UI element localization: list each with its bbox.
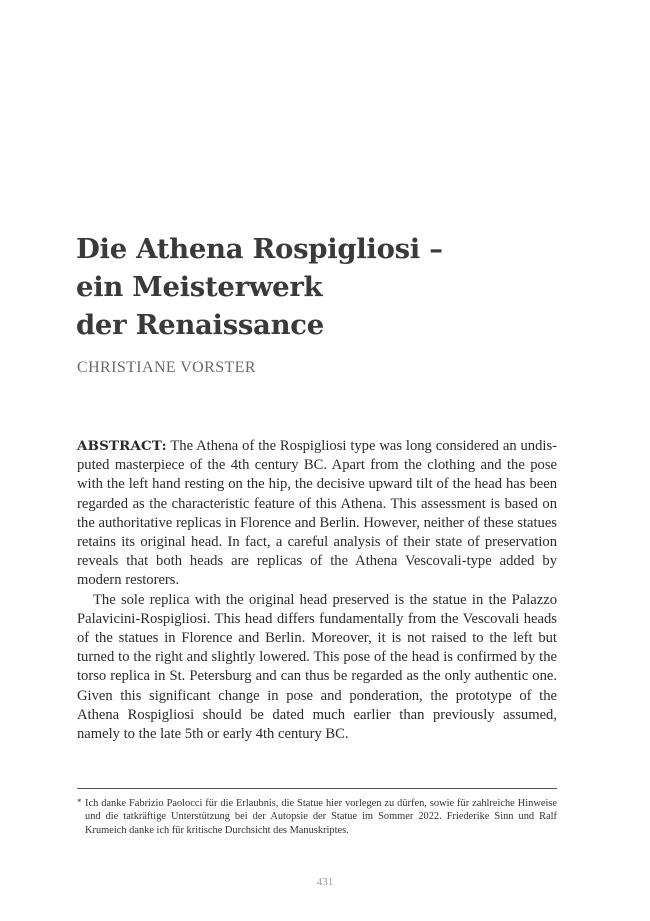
article-title-line-3: der Renaissance (76, 309, 324, 341)
footnote-text: Ich danke Fabrizio Paolocci für die Erlaubnis, die Statue hier vorlegen zu dürfen, sowie für zahlreiche Hinweise und die tatkräftige Unterstützung bei der Autopsie der Statue im Sommer 2022. Friederike Sinn und Ralf Krumeich danke ich für kritische Durchsicht des Manuskriptes. (85, 798, 557, 836)
page-number: 431 (316, 876, 334, 888)
article-title (76, 230, 596, 344)
article-title-line-1: Die Athena Rospigliosi – (76, 233, 443, 265)
abstract-paragraph-1-text: The Athena of the Rospigliosi type was long considered an undisputed masterpiece of the 4th century BC. Apart from the clothing and the pose with the left hand resting on the hip, the decisive upward tilt of the head has been regarded as the characteristic feature of this Athena. This assessment is based on the authoritative replicas in Florence and Berlin. However, neither of these statues retains its original head. In fact, a careful analysis of their state of preservation reveals that both heads are replicas of the Athena Vescovali-type added by modern restorers. (77, 438, 557, 589)
footnote-divider (77, 788, 557, 789)
abstract-paragraph-1 (77, 437, 557, 591)
author-name: CHRISTIANE VORSTER (77, 359, 256, 376)
abstract (77, 437, 557, 744)
abstract-paragraph-2: The sole replica with the original head preserved is the statue in the Palazzo Palavicini-Rospigliosi. This head differs fundamentally from the Vescovali heads of the statues in Florence and Berlin. Moreover, it is not raised to the left but turned to the right and slightly lowered. This pose of the head is confirmed by the torso replica in St. Petersburg and can thus be regarded as the only authentic one. Given this significant change in pose and ponderation, the prototype of the Athena Rospigliosi should be dated much earlier than previously assumed, namely to the late 5th or early 4th century BC. (77, 591, 557, 743)
abstract-label: ABSTRACT: (77, 438, 167, 454)
footnote-marker: * (77, 797, 82, 807)
article-title-line-2: ein Meisterwerk (76, 271, 323, 303)
footnote (77, 797, 557, 837)
